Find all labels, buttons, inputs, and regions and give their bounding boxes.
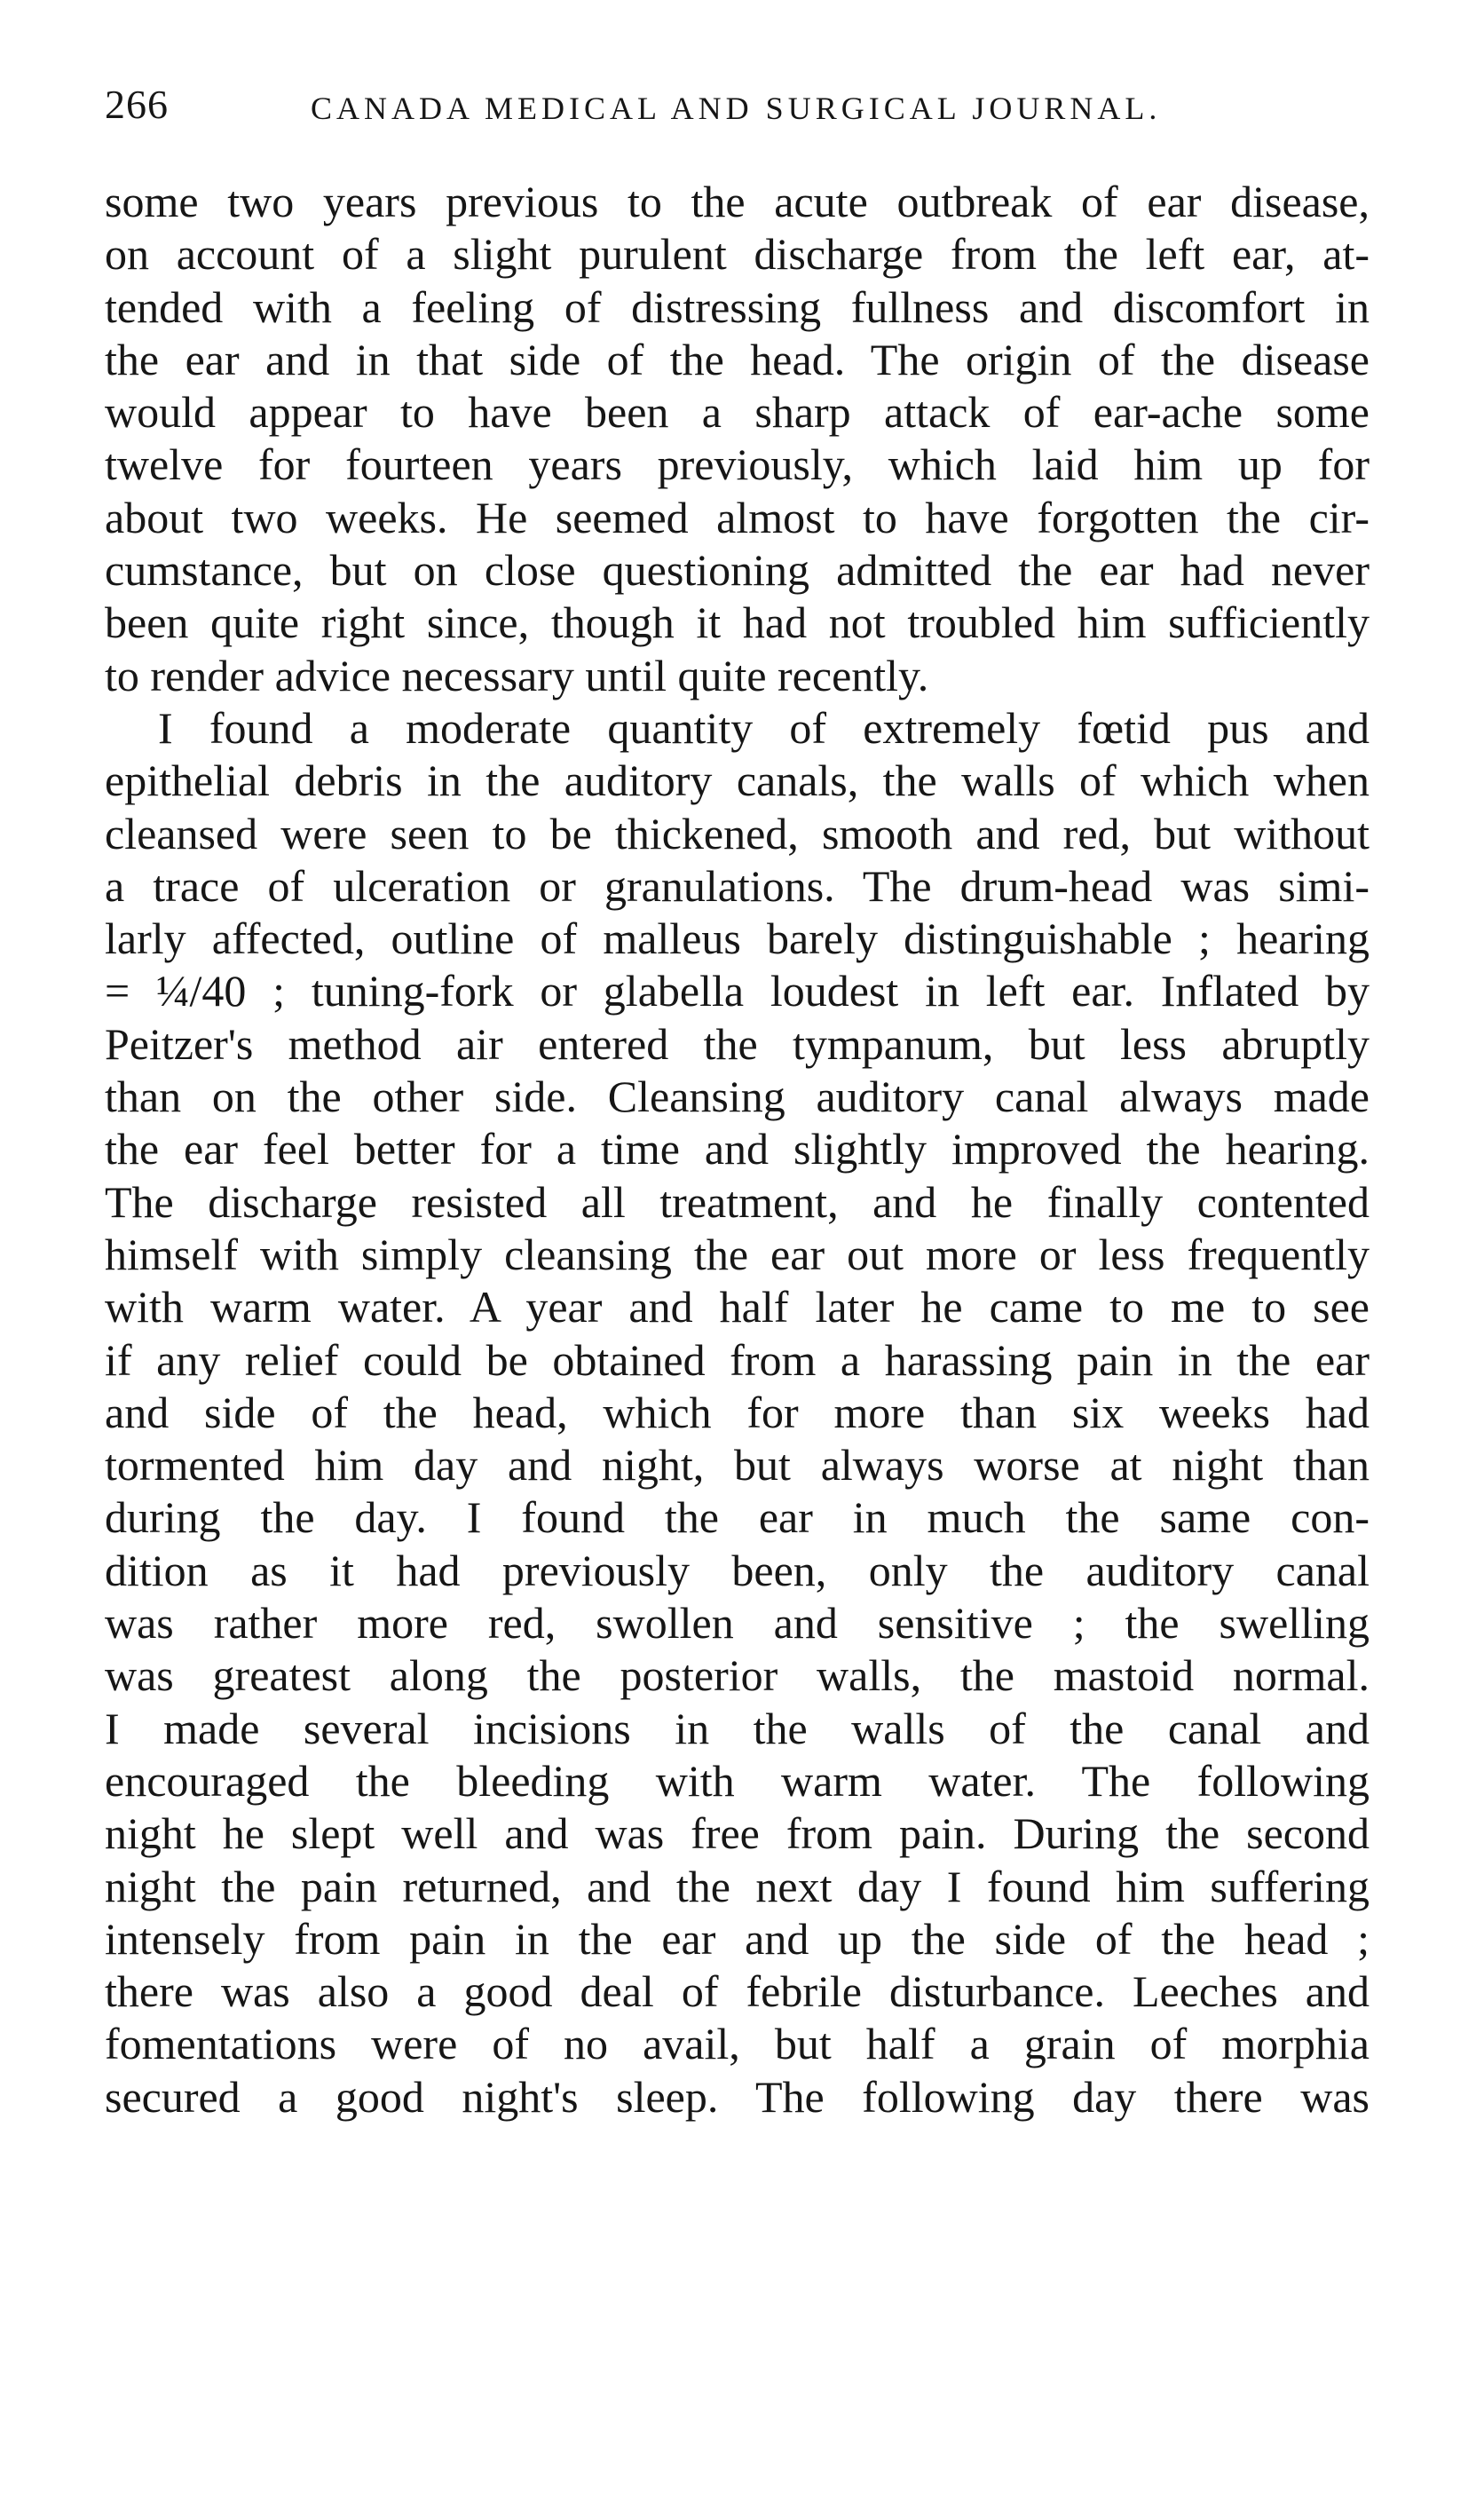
text-line: to render advice necessary until quite recently. <box>105 650 929 700</box>
text-line: tormented him day and night, but always worse at night than <box>105 1440 1370 1491</box>
text-line: epithelial debris in the auditory canals, the walls of which when <box>105 755 1370 806</box>
text-line: some two years previous to the acute outbreak of ear disease, <box>105 177 1370 226</box>
text-line: dition as it had previously been, only the auditory canal <box>105 1545 1370 1595</box>
text-line: with warm water. A year and half later he came to me to see <box>105 1282 1370 1333</box>
text-line: the ear feel better for a time and slightly improved the hearing. <box>105 1124 1370 1174</box>
running-head <box>105 78 1383 131</box>
text-line: tended with a feeling of distressing fullness and discomfort in <box>105 281 1370 332</box>
text-line: was rather more red, swollen and sensitive ; the swelling <box>105 1598 1370 1649</box>
paragraph-1 <box>105 176 1370 702</box>
text-line: encouraged the bleeding with warm water. The following <box>105 1755 1370 1806</box>
text-line: on account of a slight purulent discharge from the left ear, at- <box>105 229 1370 280</box>
text-line: I made several incisions in the walls of the canal and <box>105 1703 1370 1753</box>
text-line: = ¼/40 ; tuning-fork or glabella loudest in left ear. Inflated by <box>105 966 1370 1016</box>
text-line: than on the other side. Cleansing auditory canal always made <box>105 1072 1370 1122</box>
text-line: intensely from pain in the ear and up the side of the head ; <box>105 1913 1370 1964</box>
text-line: if any relief could be obtained from a harassing pain in the ear <box>105 1334 1370 1385</box>
text-line: night he slept well and was free from pain. During the second <box>105 1808 1370 1859</box>
text-line: fomentations were of no avail, but half a grain of morphia <box>105 2019 1370 2069</box>
text-line: secured a good night's sleep. The following day there was <box>105 2071 1370 2122</box>
journal-title: CANADA MEDICAL AND SURGICAL JOURNAL. <box>311 91 1162 126</box>
text-line: himself with simply cleansing the ear out more or less frequently <box>105 1229 1370 1279</box>
text-line: Peitzer's method air entered the tympanum, but less abruptly <box>105 1018 1370 1069</box>
text-line: about two weeks. He seemed almost to have forgotten the cir- <box>105 492 1370 542</box>
text-line: and side of the head, which for more than six weeks had <box>105 1387 1370 1437</box>
text-line: cumstance, but on close questioning admitted the ear had never <box>105 545 1370 596</box>
paragraph-2 <box>105 702 1370 2123</box>
text-line: would appear to have been a sharp attack of ear-ache some <box>105 387 1370 438</box>
page-number: 266 <box>105 82 169 127</box>
text-line: I found a moderate quantity of extremely fœtid pus and <box>158 702 1370 753</box>
text-line: the ear and in that side of the head. The origin of the disease <box>105 334 1370 384</box>
text-line: larly affected, outline of malleus barely distinguishable ; hearing <box>105 913 1370 964</box>
text-line: a trace of ulceration or granulations. The drum-head was simi- <box>105 860 1370 911</box>
text-line: twelve for fourteen years previously, which laid him up for <box>105 439 1370 490</box>
text-line: night the pain returned, and the next day I found him suffering <box>105 1861 1370 1911</box>
text-line: there was also a good deal of febrile disturbance. Leeches and <box>105 1966 1370 2017</box>
article-body <box>105 176 1370 2123</box>
text-line: was greatest along the posterior walls, the mastoid normal. <box>105 1650 1370 1701</box>
text-line: cleansed were seen to be thickened, smooth and red, but without <box>105 808 1370 858</box>
text-line: during the day. I found the ear in much the same con- <box>105 1492 1370 1543</box>
text-line: The discharge resisted all treatment, and he finally contented <box>105 1176 1370 1227</box>
text-line: been quite right since, though it had not troubled him sufficiently <box>105 597 1370 648</box>
